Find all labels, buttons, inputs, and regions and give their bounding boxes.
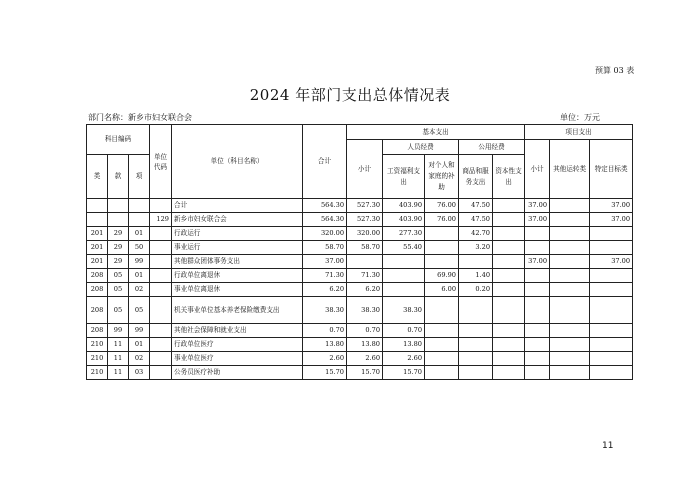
page-title: 2024 年部门支出总体情况表	[249, 86, 451, 104]
cell-other-transfer	[550, 213, 590, 227]
cell-capital	[493, 213, 525, 227]
cell-kuan	[108, 199, 129, 213]
department-label: 部门名称：新乡市妇女联合会	[88, 113, 192, 122]
cell-unit-code	[150, 283, 172, 297]
cell-specific	[590, 227, 633, 241]
page-number: 11	[602, 441, 614, 451]
header-xiang: 项	[129, 155, 150, 199]
header-unit-name: 单位（科目名称）	[172, 125, 303, 199]
cell-salary: 2.60	[383, 352, 425, 366]
cell-proj-subtotal	[525, 283, 550, 297]
cell-unit-code	[150, 297, 172, 324]
cell-name: 事业单位医疗	[172, 352, 303, 366]
cell-individual	[425, 338, 459, 352]
header-salary: 工资福利支出	[383, 155, 425, 199]
cell-individual	[425, 352, 459, 366]
cell-proj-subtotal	[525, 269, 550, 283]
header-lei: 类	[87, 155, 108, 199]
cell-goods: 47.50	[459, 213, 493, 227]
cell-xiang	[129, 213, 150, 227]
cell-total: 37.00	[303, 255, 347, 269]
cell-kuan: 29	[108, 241, 129, 255]
cell-unit-code: 129	[150, 213, 172, 227]
cell-name: 合计	[172, 199, 303, 213]
cell-specific	[590, 241, 633, 255]
unit-label: 单位：万元	[560, 113, 600, 122]
cell-goods: 47.50	[459, 199, 493, 213]
header-capital: 资本性支出	[493, 155, 525, 199]
cell-other-transfer	[550, 241, 590, 255]
header-personnel: 人员经费	[383, 140, 459, 155]
cell-specific	[590, 297, 633, 324]
header-kuan: 款	[108, 155, 129, 199]
cell-kuan: 11	[108, 366, 129, 380]
cell-other-transfer	[550, 338, 590, 352]
cell-total: 0.70	[303, 324, 347, 338]
cell-kuan	[108, 213, 129, 227]
cell-other-transfer	[550, 199, 590, 213]
header-specific: 特定目标类	[590, 140, 633, 199]
cell-goods: 1.40	[459, 269, 493, 283]
cell-basic-subtotal: 527.30	[347, 213, 383, 227]
cell-kuan: 29	[108, 227, 129, 241]
cell-specific: 37.00	[590, 213, 633, 227]
cell-total: 6.20	[303, 283, 347, 297]
cell-name: 其他社会保障和就业支出	[172, 324, 303, 338]
cell-kuan: 05	[108, 269, 129, 283]
cell-salary: 277.30	[383, 227, 425, 241]
header-unit-code: 单位代码	[150, 125, 172, 199]
cell-kuan: 11	[108, 338, 129, 352]
cell-lei: 210	[87, 366, 108, 380]
cell-salary: 13.80	[383, 338, 425, 352]
cell-total: 71.30	[303, 269, 347, 283]
cell-individual: 76.00	[425, 213, 459, 227]
cell-basic-subtotal: 58.70	[347, 241, 383, 255]
cell-xiang: 01	[129, 269, 150, 283]
cell-name: 行政单位医疗	[172, 338, 303, 352]
cell-capital	[493, 338, 525, 352]
cell-unit-code	[150, 255, 172, 269]
cell-lei: 201	[87, 241, 108, 255]
cell-basic-subtotal: 6.20	[347, 283, 383, 297]
cell-capital	[493, 255, 525, 269]
cell-individual	[425, 241, 459, 255]
cell-individual	[425, 324, 459, 338]
cell-proj-subtotal	[525, 338, 550, 352]
cell-specific	[590, 269, 633, 283]
cell-unit-code	[150, 352, 172, 366]
header-project: 项目支出	[525, 125, 633, 140]
cell-salary: 55.40	[383, 241, 425, 255]
cell-total: 564.30	[303, 199, 347, 213]
cell-lei: 208	[87, 297, 108, 324]
cell-proj-subtotal: 37.00	[525, 255, 550, 269]
header-subject-code: 科目编码	[87, 125, 150, 155]
cell-basic-subtotal: 38.30	[347, 297, 383, 324]
table-row	[87, 255, 633, 269]
cell-salary	[383, 269, 425, 283]
cell-proj-subtotal: 37.00	[525, 213, 550, 227]
cell-other-transfer	[550, 255, 590, 269]
table-row	[87, 227, 633, 241]
cell-unit-code	[150, 227, 172, 241]
cell-kuan: 29	[108, 255, 129, 269]
cell-specific	[590, 338, 633, 352]
header-other-transfer: 其他运转类	[550, 140, 590, 199]
cell-total: 2.60	[303, 352, 347, 366]
cell-proj-subtotal: 37.00	[525, 199, 550, 213]
cell-unit-code	[150, 241, 172, 255]
cell-proj-subtotal	[525, 227, 550, 241]
cell-name: 行政运行	[172, 227, 303, 241]
cell-xiang: 02	[129, 283, 150, 297]
table-row	[87, 283, 633, 297]
cell-other-transfer	[550, 269, 590, 283]
cell-total: 320.00	[303, 227, 347, 241]
cell-name: 行政单位离退休	[172, 269, 303, 283]
header-total: 合计	[303, 125, 347, 199]
cell-name: 新乡市妇女联合会	[172, 213, 303, 227]
cell-lei: 201	[87, 255, 108, 269]
header-proj-subtotal: 小计	[525, 140, 550, 199]
document-code: 预算 03 表	[595, 66, 635, 75]
header-public: 公用经费	[459, 140, 525, 155]
cell-name: 机关事业单位基本养老保险缴费支出	[172, 297, 303, 324]
cell-name: 公务员医疗补助	[172, 366, 303, 380]
cell-xiang	[129, 199, 150, 213]
cell-goods	[459, 255, 493, 269]
header-basic: 基本支出	[347, 125, 525, 140]
cell-lei: 210	[87, 352, 108, 366]
cell-capital	[493, 227, 525, 241]
table-row	[87, 338, 633, 352]
cell-lei: 210	[87, 338, 108, 352]
cell-specific	[590, 366, 633, 380]
cell-other-transfer	[550, 283, 590, 297]
header-goods: 商品和服务支出	[459, 155, 493, 199]
cell-individual	[425, 297, 459, 324]
cell-proj-subtotal	[525, 366, 550, 380]
cell-unit-code	[150, 366, 172, 380]
cell-specific: 37.00	[590, 255, 633, 269]
cell-basic-subtotal: 13.80	[347, 338, 383, 352]
table-row	[87, 213, 633, 227]
cell-xiang: 01	[129, 338, 150, 352]
cell-goods	[459, 366, 493, 380]
cell-basic-subtotal	[347, 255, 383, 269]
cell-total: 13.80	[303, 338, 347, 352]
cell-kuan: 11	[108, 352, 129, 366]
cell-lei: 208	[87, 269, 108, 283]
cell-xiang: 05	[129, 297, 150, 324]
cell-salary	[383, 283, 425, 297]
cell-xiang: 03	[129, 366, 150, 380]
cell-total: 564.30	[303, 213, 347, 227]
cell-salary: 403.90	[383, 213, 425, 227]
cell-capital	[493, 241, 525, 255]
cell-total: 58.70	[303, 241, 347, 255]
cell-other-transfer	[550, 227, 590, 241]
cell-xiang: 02	[129, 352, 150, 366]
cell-lei: 208	[87, 324, 108, 338]
expenditure-table	[86, 124, 633, 380]
cell-xiang: 99	[129, 324, 150, 338]
cell-other-transfer	[550, 352, 590, 366]
cell-xiang: 99	[129, 255, 150, 269]
cell-goods: 0.20	[459, 283, 493, 297]
cell-capital	[493, 269, 525, 283]
cell-proj-subtotal	[525, 297, 550, 324]
cell-unit-code	[150, 324, 172, 338]
cell-basic-subtotal: 0.70	[347, 324, 383, 338]
cell-kuan: 05	[108, 283, 129, 297]
cell-specific	[590, 283, 633, 297]
cell-unit-code	[150, 338, 172, 352]
cell-specific	[590, 324, 633, 338]
cell-lei	[87, 213, 108, 227]
header-individual: 对个人和家庭的补助	[425, 155, 459, 199]
cell-capital	[493, 283, 525, 297]
cell-capital	[493, 352, 525, 366]
cell-unit-code	[150, 269, 172, 283]
cell-salary	[383, 255, 425, 269]
cell-proj-subtotal	[525, 352, 550, 366]
table-row	[87, 241, 633, 255]
cell-total: 15.70	[303, 366, 347, 380]
table-row	[87, 269, 633, 283]
cell-capital	[493, 297, 525, 324]
cell-salary: 0.70	[383, 324, 425, 338]
cell-goods	[459, 352, 493, 366]
cell-individual	[425, 227, 459, 241]
cell-name: 事业单位离退休	[172, 283, 303, 297]
cell-total: 38.30	[303, 297, 347, 324]
table-row	[87, 366, 633, 380]
cell-xiang: 50	[129, 241, 150, 255]
cell-name: 事业运行	[172, 241, 303, 255]
cell-goods: 3.20	[459, 241, 493, 255]
cell-lei	[87, 199, 108, 213]
cell-kuan: 05	[108, 297, 129, 324]
cell-basic-subtotal: 15.70	[347, 366, 383, 380]
header-basic-subtotal: 小计	[347, 140, 383, 199]
table-row	[87, 352, 633, 366]
cell-goods	[459, 297, 493, 324]
cell-individual	[425, 366, 459, 380]
cell-specific	[590, 352, 633, 366]
cell-goods: 42.70	[459, 227, 493, 241]
cell-specific: 37.00	[590, 199, 633, 213]
table-row	[87, 297, 633, 324]
cell-other-transfer	[550, 324, 590, 338]
cell-goods	[459, 324, 493, 338]
cell-basic-subtotal: 320.00	[347, 227, 383, 241]
cell-basic-subtotal: 2.60	[347, 352, 383, 366]
cell-capital	[493, 366, 525, 380]
table-row	[87, 199, 633, 213]
cell-salary: 38.30	[383, 297, 425, 324]
cell-name: 其他群众团体事务支出	[172, 255, 303, 269]
cell-individual: 6.00	[425, 283, 459, 297]
cell-individual	[425, 255, 459, 269]
cell-kuan: 99	[108, 324, 129, 338]
cell-lei: 208	[87, 283, 108, 297]
cell-unit-code	[150, 199, 172, 213]
cell-capital	[493, 324, 525, 338]
cell-basic-subtotal: 527.30	[347, 199, 383, 213]
cell-capital	[493, 199, 525, 213]
cell-proj-subtotal	[525, 241, 550, 255]
cell-lei: 201	[87, 227, 108, 241]
table-row	[87, 324, 633, 338]
cell-individual: 69.90	[425, 269, 459, 283]
cell-salary: 15.70	[383, 366, 425, 380]
cell-individual: 76.00	[425, 199, 459, 213]
cell-salary: 403.90	[383, 199, 425, 213]
cell-proj-subtotal	[525, 324, 550, 338]
cell-basic-subtotal: 71.30	[347, 269, 383, 283]
cell-xiang: 01	[129, 227, 150, 241]
cell-other-transfer	[550, 297, 590, 324]
cell-other-transfer	[550, 366, 590, 380]
cell-goods	[459, 338, 493, 352]
